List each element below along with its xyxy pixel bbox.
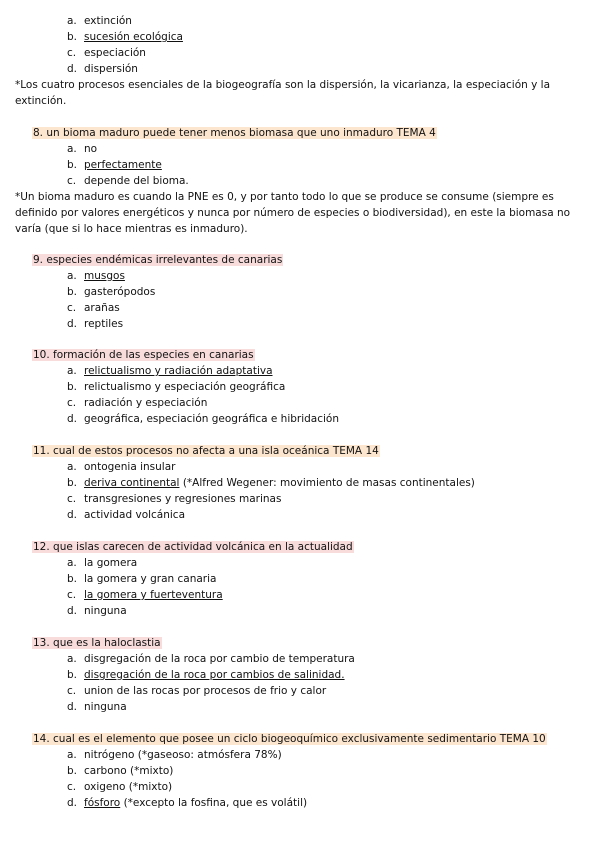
note-line: *Un bioma maduro es cuando la PNE es 0, y por tanto todo lo que se produce se consume (siempre es bbox=[15, 191, 554, 203]
option-d: d. fósforo (*excepto la fosfina, que es volátil) bbox=[67, 797, 308, 809]
option-c: c. union de las rocas por procesos de frio y calor bbox=[67, 685, 327, 697]
option-b: b. sucesión ecológica bbox=[67, 31, 183, 43]
option-a: a. nitrógeno (*gaseoso: atmósfera 78%) bbox=[67, 749, 282, 761]
option-a: a. no bbox=[67, 143, 98, 155]
option-a: a. extinción bbox=[67, 15, 132, 27]
option-a: a. ontogenia insular bbox=[67, 461, 176, 473]
option-b: b. relictualismo y especiación geográfica bbox=[67, 381, 286, 393]
option-d: d. reptiles bbox=[67, 318, 124, 330]
option-a: a. disgregación de la roca por cambio de temperatura bbox=[67, 653, 355, 665]
question-14-title: 14. cual es el elemento que posee un ciclo biogeoquímico exclusivamente sedimentario TEMA 10 bbox=[33, 733, 546, 745]
option-a: a. relictualismo y radiación adaptativa bbox=[67, 365, 273, 377]
note-line: varía (que si lo hace mientras es inmaduro). bbox=[15, 223, 248, 235]
option-c: c. depende del bioma. bbox=[67, 175, 189, 187]
question-10-title: 10. formación de las especies en canarias bbox=[33, 349, 254, 361]
option-d: d. dispersión bbox=[67, 63, 138, 75]
option-a: a. musgos bbox=[67, 270, 125, 282]
option-b: b. gasterópodos bbox=[67, 286, 156, 298]
option-d: d. actividad volcánica bbox=[67, 509, 186, 521]
option-d: d. geográfica, especiación geográfica e hibridación bbox=[67, 413, 340, 425]
option-b: b. perfectamente bbox=[67, 159, 162, 171]
option-c: c. transgresiones y regresiones marinas bbox=[67, 493, 282, 505]
option-c: c. especiación bbox=[67, 47, 146, 59]
option-b: b. carbono (*mixto) bbox=[67, 765, 174, 777]
option-b: b. disgregación de la roca por cambios de salinidad. bbox=[67, 669, 345, 681]
option-b: b. deriva continental (*Alfred Wegener: movimiento de masas continentales) bbox=[67, 477, 475, 489]
option-d: d. ninguna bbox=[67, 605, 127, 617]
question-9-title: 9. especies endémicas irrelevantes de canarias bbox=[33, 254, 283, 266]
option-c: c. oxigeno (*mixto) bbox=[67, 781, 173, 793]
option-a: a. la gomera bbox=[67, 557, 138, 569]
option-d: d. ninguna bbox=[67, 701, 127, 713]
note-line: definido por valores energéticos y nunca por número de especies o biodiversidad), en este la biomasa no bbox=[15, 207, 571, 219]
question-12-title: 12. que islas carecen de actividad volcánica en la actualidad bbox=[33, 541, 353, 553]
question-8-title: 8. un bioma maduro puede tener menos biomasa que uno inmaduro TEMA 4 bbox=[33, 127, 436, 139]
option-c: c. la gomera y fuerteventura bbox=[67, 589, 223, 601]
option-b: b. la gomera y gran canaria bbox=[67, 573, 217, 585]
question-11-title: 11. cual de estos procesos no afecta a una isla oceánica TEMA 14 bbox=[33, 445, 379, 457]
question-13-title: 13. que es la haloclastia bbox=[33, 637, 161, 649]
note-line: extinción. bbox=[15, 95, 67, 107]
option-c: c. arañas bbox=[67, 302, 120, 314]
option-c: c. radiación y especiación bbox=[67, 397, 208, 409]
note-line: *Los cuatro procesos esenciales de la biogeografía son la dispersión, la vicarianza, la especiación y la bbox=[15, 79, 551, 91]
